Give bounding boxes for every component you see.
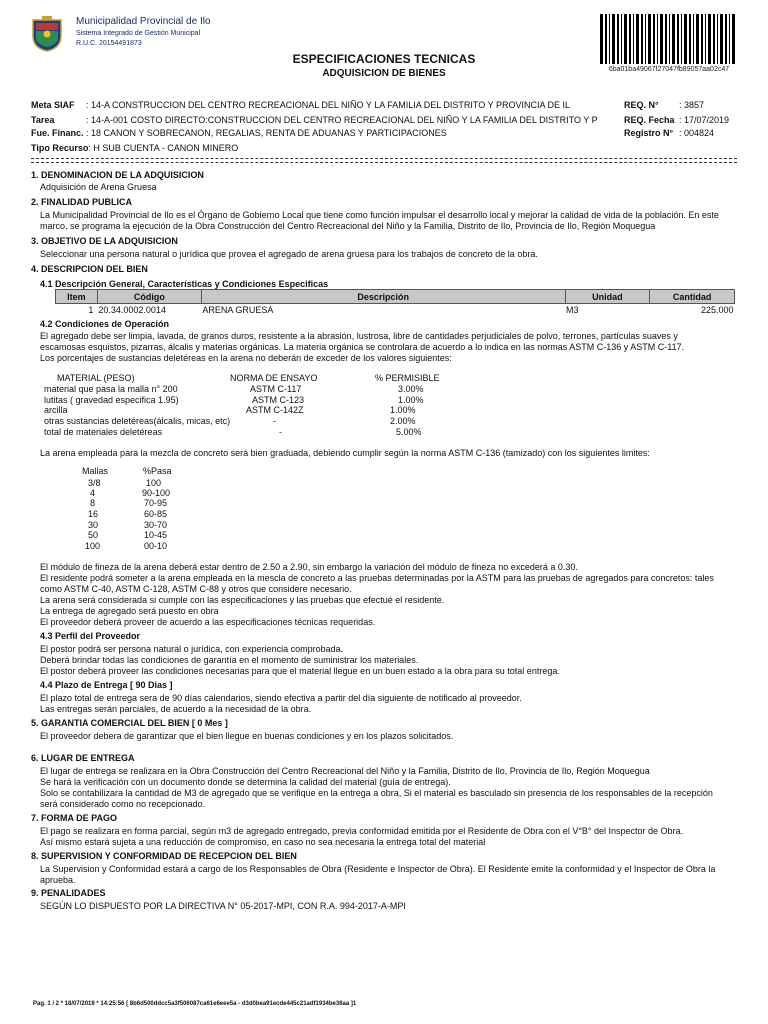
meta-siaf-row: [31, 100, 570, 110]
row-code: 20.34.0002.0014: [98, 305, 166, 315]
barcode-bar: [641, 14, 643, 64]
section-7-line: Así mismo estará sujeta a una reducción de compromiso, en caso no sea necesaria la entrega total del material: [40, 837, 486, 847]
fineza-line: La arena será considerada si cumple con las especificaciones y las pruebas que efectué el residente.: [40, 595, 445, 605]
material-percent: 3.00%: [398, 384, 424, 394]
material-norma: ASTM C-117: [250, 384, 302, 394]
material-name: otras sustancias deletéreas(álcalis, micas, etc): [44, 416, 231, 426]
pasa-value: 30-70: [144, 520, 168, 530]
meta-siaf-value: : 14-A CONSTRUCCION DEL CENTRO RECREACIONAL DEL NIÑO Y LA FAMILIA DEL DISTRITO Y PROVINCIA DE IL: [86, 100, 570, 110]
meta-siaf-label: Meta SIAF: [31, 100, 75, 110]
items-table: [55, 289, 735, 316]
tipo-recurso-label: Tipo Recurso: [31, 143, 89, 153]
col-code: Código: [97, 290, 201, 304]
material-percent: 5.00%: [396, 427, 422, 437]
perfil-line: Deberá brindar todas las condiciones de garantía en el momento de suministrar los materiales.: [40, 655, 419, 665]
barcode-bar: [684, 14, 687, 64]
tarea-label: Tarea: [31, 115, 55, 125]
mallas-header: Mallas: [82, 466, 109, 476]
barcode-bar: [725, 14, 727, 64]
barcode-bar: [624, 14, 627, 64]
material-name: total de materiales deletéreas: [44, 427, 163, 437]
barcode-bar: [693, 14, 694, 64]
section-9-title: 9. PENALIDADES: [31, 888, 106, 898]
malla-value: 30: [88, 520, 99, 530]
barcode-bar: [720, 14, 723, 64]
material-percent: 1.00%: [398, 395, 424, 405]
registro-label: Registro N°: [624, 128, 674, 138]
conditions-line-3: Los porcentajes de sustancias deletéreas en la arena no deberán de exceder de los valores siguientes:: [40, 353, 452, 363]
conditions-line-2: escamosas esquistos, pizarras, álcalis y materias orgánicas. La materia orgánica se controlara de acuerdo a lo indica en las normas ASTM C-136 y ASTM C-117.: [40, 342, 685, 352]
separator-line: [31, 158, 737, 163]
section-4-3-title: 4.3 Perfil del Proveedor: [40, 631, 141, 641]
section-5-title: 5. GARANTIA COMERCIAL DEL BIEN [ 0 Mes ]: [31, 718, 228, 728]
material-name: material que pasa la malla n° 200: [44, 384, 178, 394]
barcode-bar: [653, 14, 655, 64]
material-percent: 1.00%: [390, 405, 416, 415]
pasa-value: 10-45: [144, 530, 168, 540]
barcode-bar: [617, 14, 619, 64]
row-item: 1: [88, 305, 94, 315]
col-unit: Unidad: [565, 290, 650, 304]
section-7-title: 7. FORMA DE PAGO: [31, 813, 118, 823]
material-norma: ASTM C-123: [252, 395, 305, 405]
barcode-bar: [645, 14, 646, 64]
barcode-bar: [648, 14, 651, 64]
col-quantity: Cantidad: [650, 290, 735, 304]
pasa-value: 70-95: [144, 498, 168, 508]
barcode-bar: [705, 14, 706, 64]
malla-value: 3/8: [88, 478, 101, 488]
barcode-bar: [677, 14, 679, 64]
section-6-line: será considerado como no recepcionado.: [40, 799, 206, 809]
section-6-line: El lugar de entrega se realizara en la Obra Construcción del Centro Recreacional del Niño y la Familia, Distrito de Ilo, Provincia de Ilo, Región Moquegua: [40, 766, 650, 776]
section-3-title: 3. OBJETIVO DE LA ADQUISICION: [31, 236, 178, 246]
barcode-bar: [665, 14, 667, 64]
barcode: [600, 14, 738, 64]
section-1-title: 1. DENOMINACION DE LA ADQUISICION: [31, 170, 204, 180]
barcode-bar: [708, 14, 711, 64]
malla-value: 4: [90, 488, 96, 498]
barcode-bar: [717, 14, 718, 64]
section-6-line: Solo se contabilizara la cantidad de M3 de agregado que se verifique en la entrega a obra, Si el material es basculado sin presencia de los responsables de la recepción: [40, 788, 713, 798]
tarea-row: [31, 115, 598, 125]
pasa-value: 60-85: [144, 509, 168, 519]
barcode-bar: [629, 14, 631, 64]
section-2-line-1: La Municipalidad Provincial de Ilo es el Órgano de Gobierno Local que tiene como función impulsar el desarrollo local y mejorar la calidad de vida de la población. En este: [40, 210, 719, 220]
barcode-text: 6ba01ba49067f27047fb89057aa02c47: [608, 66, 730, 73]
tarea-value: : 14-A-001 COSTO DIRECTO:CONSTRUCCION DEL CENTRO RECREACIONAL DEL NIÑO Y LA FAMILIA DEL DISTRITO Y P: [86, 115, 598, 125]
barcode-bar: [732, 14, 735, 64]
mat-header-material: MATERIAL (PESO): [57, 373, 135, 383]
plazo-line: El plazo total de entrega sera de 90 días calendarios, siendo efectiva a partir del día siguiente de notificado al proveedor.: [40, 693, 522, 703]
table-row: [56, 304, 735, 317]
section-5-body: El proveedor debera de garantizar que el bien llegue en buenas condiciones y en los plazos solicitados.: [40, 731, 454, 741]
req-number-label: REQ. N°: [624, 100, 659, 110]
fuente-row: [31, 128, 447, 138]
plazo-line: Las entregas serán parciales, de acuerdo a la necesidad de la obra.: [40, 704, 312, 714]
conditions-line-1: El agregado debe ser limpia, lavada, de granos duros, resistente a la abrasión, lustrosa, libre de cantidades perjudiciales de polvo, terrones, partículas suaves y: [40, 331, 678, 341]
pasa-value: 90-100: [142, 488, 171, 498]
section-4-title: 4. DESCRIPCION DEL BIEN: [31, 264, 148, 274]
barcode-bar: [689, 14, 691, 64]
section-4-2-title: 4.2 Condiciones de Operación: [40, 319, 170, 329]
material-name: arcilla: [44, 405, 68, 415]
material-norma: ASTM C-142Z: [246, 405, 304, 415]
pasa-value: 00-10: [144, 541, 168, 551]
ruc-number: R.U.C. 20154491873: [76, 40, 142, 47]
registro-value: : 004824: [679, 128, 715, 138]
barcode-bar: [657, 14, 658, 64]
gradation-text: La arena empleada para la mezcla de concreto será bien graduada, debiendo cumplir según la norma ASTM C-136 (tamizado) con los siguientes limites:: [40, 448, 650, 458]
perfil-line: El postor deberá proveer las condiciones necesarias para que el material llegue en un buen estado a la obra para su total entrega.: [40, 666, 560, 676]
section-1-body: Adquisición de Arena Gruesa: [40, 182, 157, 192]
section-8-line: La Supervision y Conformidad estará a cargo de los Responsables de Obra (Residente e Inspector de Obra). El Residente emite la conformidad y el Inspector de Obra la: [40, 864, 716, 874]
tipo-recurso-value: : H SUB CUENTA - CANON MINERO: [88, 143, 239, 153]
req-date-row: [624, 115, 729, 125]
perfil-line: El postor podrá ser persona natural o jurídica, con experiencia comprobada.: [40, 644, 344, 654]
barcode-bar: [600, 14, 603, 64]
fineza-line: El proveedor deberá proveer de acuerdo a las especificaciones técnicas requeridas.: [40, 617, 376, 627]
barcode-bar: [669, 14, 670, 64]
col-description: Descripción: [201, 290, 565, 304]
req-number-value: : 3857: [679, 100, 705, 110]
barcode-bar: [660, 14, 663, 64]
row-description: ARENA GRUESA: [202, 305, 274, 315]
section-8-line: aprueba.: [40, 875, 76, 885]
system-name: Sistema Integrado de Gestión Municipal: [76, 30, 201, 37]
malla-value: 50: [88, 530, 99, 540]
section-9-body: SEGÚN LO DISPUESTO POR LA DIRECTIVA N° 05-2017-MPI, CON R.A. 994-2017-A-MPI: [40, 901, 406, 911]
barcode-bar: [701, 14, 703, 64]
malla-value: 100: [85, 541, 101, 551]
mat-header-norma: NORMA DE ENSAYO: [230, 373, 318, 383]
malla-value: 8: [90, 498, 96, 508]
section-6-title: 6. LUGAR DE ENTREGA: [31, 753, 135, 763]
tipo-recurso-row: [31, 143, 238, 153]
page-footer: Pag. 1 / 2 * 18/07/2019 * 14:25:56 [ 8b6d500ddcc5a3f506087ca61e6eee5a - d3d0bea91ecde445c21adf1934be36aa ]1: [33, 1001, 357, 1007]
barcode-bar: [681, 14, 682, 64]
barcode-bar: [636, 14, 639, 64]
barcode-bar: [605, 14, 607, 64]
row-unit: M3: [566, 305, 579, 315]
section-8-title: 8. SUPERVISION Y CONFORMIDAD DE RECEPCION DEL BIEN: [31, 851, 297, 861]
section-3-body: Seleccionar una persona natural o jurídica que provea el agregado de arena gruesa para los trabajos de concreto de la obra.: [40, 249, 538, 259]
section-2-title: 2. FINALIDAD PUBLICA: [31, 197, 132, 207]
req-date-label: REQ. Fecha: [624, 115, 675, 125]
material-norma: -: [279, 427, 282, 437]
barcode-bar: [713, 14, 715, 64]
section-4-1-title: 4.1 Descripción General, Características y Condiciones Especificas: [40, 279, 329, 289]
document-title: ESPECIFICACIONES TECNICAS: [292, 52, 476, 66]
barcode-bar: [633, 14, 634, 64]
municipality-name: Municipalidad Provincial de Ilo: [76, 16, 211, 27]
barcode-bar: [672, 14, 675, 64]
fuente-label: Fue. Financ.: [31, 128, 84, 138]
barcode-bar: [612, 14, 615, 64]
fuente-value: : 18 CANON Y SOBRECANON, REGALIAS, RENTA DE ADUANAS Y PARTICIPACIONES: [86, 128, 447, 138]
fineza-line: El módulo de fineza de la arena deberá estar dentro de 2.50 a 2.90, sin embargo la variación del módulo de fineza no excederá a 0.30.: [40, 562, 578, 572]
document-subtitle: ADQUISICION DE BIENES: [322, 68, 446, 79]
mat-header-permisible: % PERMISIBLE: [375, 373, 440, 383]
malla-value: 16: [88, 509, 99, 519]
pasa-header: %Pasa: [143, 466, 172, 476]
col-item: Item: [56, 290, 98, 304]
barcode-bar: [729, 14, 730, 64]
pasa-value: 100: [146, 478, 162, 488]
req-number-row: [624, 100, 704, 110]
section-2-line-2: marco, se programa la ejecución de la Obra Construcción del Centro Recreacional del Niño y la Familia, Distrito de Ilo, Provincia de Ilo, Región Moquegua: [40, 221, 656, 231]
fineza-line: El residente podrá someter a la arena empleada en la mescla de concreto a las pruebas determinadas por la ASTM para las pruebas de agregados para concretos: tales: [40, 573, 714, 583]
section-7-line: El pago se realizara en forma parcial, según m3 de agregado entregado, previa conformidad emitida por el Residente de Obra con el V°B° del Inspector de Obra.: [40, 826, 684, 836]
section-6-line: Se hará la verificación con un documento donde se determina la calidad del material (guía de entrega).: [40, 777, 451, 787]
material-percent: 2.00%: [390, 416, 416, 426]
municipality-logo: [30, 16, 64, 52]
barcode-bar: [621, 14, 622, 64]
fineza-line: como ASTM C-40, ASTM C-128, ASTM C-88 y otros que considere necesario.: [40, 584, 352, 594]
material-norma: -: [273, 416, 276, 426]
barcode-bar: [696, 14, 699, 64]
row-quantity: 225.000: [700, 305, 734, 315]
barcode-bar: [609, 14, 610, 64]
section-4-4-title: 4.4 Plazo de Entrega [ 90 Días ]: [40, 680, 173, 690]
fineza-line: La entrega de agregado será puesto en obra: [40, 606, 219, 616]
registro-row: [624, 128, 714, 138]
material-name: lutitas ( gravedad especifica 1.95): [44, 395, 179, 405]
req-date-value: : 17/07/2019: [679, 115, 730, 125]
